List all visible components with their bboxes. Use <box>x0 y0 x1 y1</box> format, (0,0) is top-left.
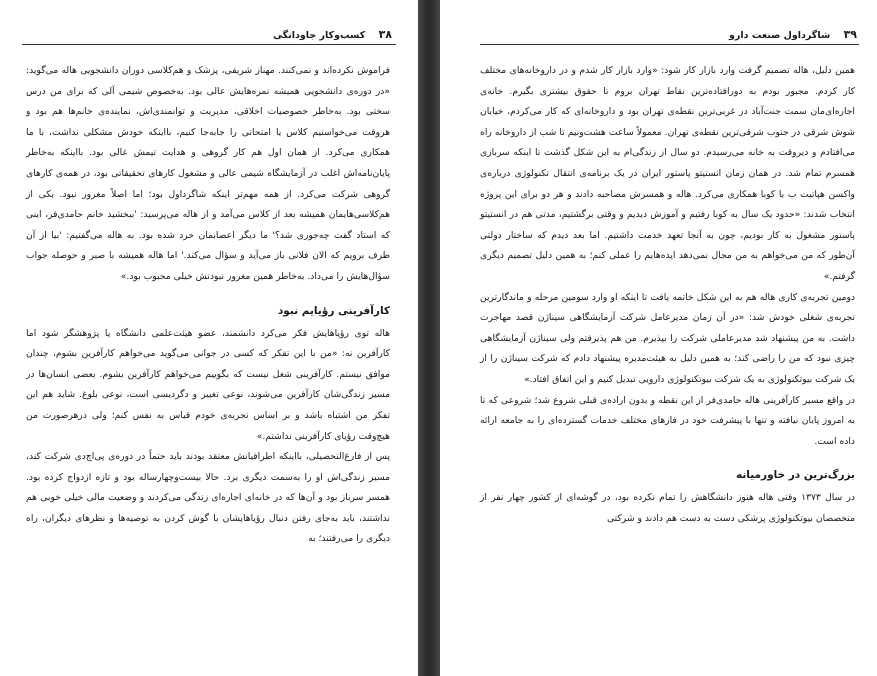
paragraph: دومین تجربه‌ی کاری هاله هم به این شکل خاتمه یافت تا اینکه او وارد سومین مرحله و ماندگارترین تجربه‌ی شغلی خودش شد: «در آن زمان مدیرعامل شرکت آزمایشگاهی سیناژن قصد مهاجرت داشت. به من پیشنهاد شد مدیرعاملی شرکت را بپذیرم. من هم پذیرفتم ولی سیناژن آزمایشگاهی چیزی نبود که من را راضی کند؛ به همین دلیل به هیئت‌مدیره پیشنهاد دادم که شرکت سیناژن را از یک شرکت بیوتکنولوژی به یک شرکت بیوتکنولوژی دارویی تبدیل کنیم و این اتفاق افتاد.» <box>480 291 855 385</box>
running-title: شاگرداول صنعت دارو <box>729 30 831 41</box>
page-body <box>26 61 390 550</box>
paragraph: همین دلیل، هاله تصمیم گرفت وارد بازار کار شود: «وارد بازار کار شدم و در داروخانه‌های مختلف کار کردم. مجبور بودم به دورافتاده‌ترین نقاط تهران بروم تا حقوق بیشتری بگیرم. خانه‌ی اجاره‌ای‌مان سمت جنت‌آباد در غربی‌ترین نقطه‌ی تهران بود و داروخانه‌ای که کار می‌کردم، خیابان شوش شرقی در جنوب شرقی‌ترین نقطه‌ی تهران. معمولاً ساعت هشت‌ونیم تا شب از داروخانه راه می‌افتادم و دیروقت به خانه می‌رسیدم. دو سال از زندگی‌ام به این شکل گذشت تا اینکه سربازی همسرم تمام شد. در همان زمان انستیتو پاستور ایران در یک برنامه‌ی انتقال تکنولوژی درباره‌ی واکسن هپاتیت ب با کوبا همکاری می‌کرد. هاله و همسرش مصاحبه دادند و هر دو برای این پروژه انتخاب شدند: «حدود یک سال به کوبا رفتیم و آموزش دیدیم و وقتی برگشتیم، مدتی هم در انستیتو پاستور مشغول به کار بودیم، چون به آنجا تعهد خدمت داشتیم. اما بعد دیدم که ساختار دولتی آن‌طور که من می‌خواهم به من مجال نمی‌دهد ایده‌هایم را عملی کنم؛ به همین دلیل تصمیم دیگری گرفتم.» <box>480 65 855 282</box>
running-title: کسب‌وکار جاودانگی <box>273 30 366 41</box>
paragraph: در واقع مسیر کارآفرینی هاله حامدی‌فر از این نقطه و بدون اراده‌ی قبلی شروع شد؛ شروعی که تا به امروز پایان نیافته و تنها با پیشرفت خود در فازهای مختلف خدمات گسترده‌ای را به جامعه ارائه داده است. <box>480 394 855 447</box>
paragraph: فراموش نکرده‌اند و نمی‌کنند. مهناز شریفی، پزشک و هم‌کلاسی دوران دانشجویی هاله می‌گوید: «در دوره‌ی دانشجویی همیشه نمره‌هایش عالی بود. به‌خصوص شیمی آلی که برای من درس سختی بود. به‌خاطر خصوصیات اخلاقی، مدیریت و توانمندی‌اش، نماینده‌ی خانم‌ها هم بود و هروقت می‌خواستیم کلاس یا امتحانی را جابه‌جا کنیم، بااینکه خودش مشکلی نداشت، با ما همکاری می‌کرد. از همان اول هم کار گروهی و هدایت تیمش عالی بود. بااینکه به‌خاطر پایان‌نامه‌اش اغلب در آزمایشگاه شیمی عالی و مشغول کارهای تحقیقاتی بود، در همه‌ی کارهای گروهی شرکت می‌کرد. از همه مهم‌تر اینکه شاگرداول بود؛ اما اصلاً مغرور نبود. یکی از هم‌کلاسی‌هایمان همیشه بعد از کلاس می‌آمد و از هاله می‌پرسید: 'ببخشید خانم حامدی‌فر، اینی که استاد گفت چه‌جوری شد؟' ما دیگر اعصابمان خرد شده بود. به هاله می‌گفتیم: 'بیا از آن طرف برویم که الان فلانی باز می‌آید و سؤال می‌کند.' اما هاله همیشه با صبر و حوصله جواب سؤال‌هایش را می‌داد. به‌خاطر همین مغرور نبودنش خیلی محبوب بود.» <box>26 65 390 282</box>
header-rule <box>480 44 859 45</box>
page-number: ۳۸ <box>378 28 392 41</box>
page-body <box>480 61 855 529</box>
paragraph: هاله توی رؤیاهایش فکر می‌کرد دانشمند، عضو هیئت‌علمی دانشگاه یا پژوهشگر شود اما کارآفرین نه: «من با این تفکر که کسی در جوانی می‌گوید می‌خواهم کارآفرین بشوم، چندان موافق نیستم. کارآفرینی شغل نیست که بگوییم می‌خواهم کارآفرین بشوم. بعضی انسان‌ها در مسیر زندگی‌شان کارآفرین می‌شوند، نوعی تغییر و دگردیسی است، نوعی بلوغ. شاید هم این تفکر من اشتباه باشد و بر اساس تجربه‌ی خودم قیاس به نفس کنم؛ ولی درهرصورت من هیچ‌وقت رؤیای کارآفرینی نداشتم.» <box>26 327 390 442</box>
book-spine <box>418 0 440 676</box>
page-number: ۳۹ <box>843 28 857 41</box>
section-heading: بزرگ‌ترین در خاورمیانه <box>735 469 855 482</box>
running-header <box>24 28 392 44</box>
right-page <box>440 0 877 676</box>
section-heading: کارآفرینی رؤیایم نبود <box>277 304 390 317</box>
header-rule <box>22 44 396 45</box>
paragraph: پس از فارغ‌التحصیلی، بااینکه اطرافیانش معتقد بودند باید حتماً در دوره‌ی پی‌اچ‌دی شرکت کند، مسیر زندگی‌اش او را به‌سمت دیگری برد. حالا بیست‌وچهارساله بود و تازه ازدواج کرده بود. همسر سرباز بود و آن‌ها که در خانه‌ای اجاره‌ای زندگی می‌کردند و وضعیت مالی خیلی خوبی هم نداشتند، باید به‌جای رفتن دنبال رؤیاهایشان با گوش کردن به توصیه‌ها و نظرهای دیگران، راه دیگری را می‌رفتند؛ به <box>26 451 390 545</box>
paragraph: در سال ۱۳۷۳ وقتی هاله هنوز دانشگاهش را تمام نکرده بود، در گوشه‌ای از کشور چهار نفر از متخصصان بیوتکنولوژی پزشکی دست به دست هم دادند و شرکتی <box>480 492 856 524</box>
left-page <box>0 0 418 676</box>
running-header <box>480 28 857 44</box>
